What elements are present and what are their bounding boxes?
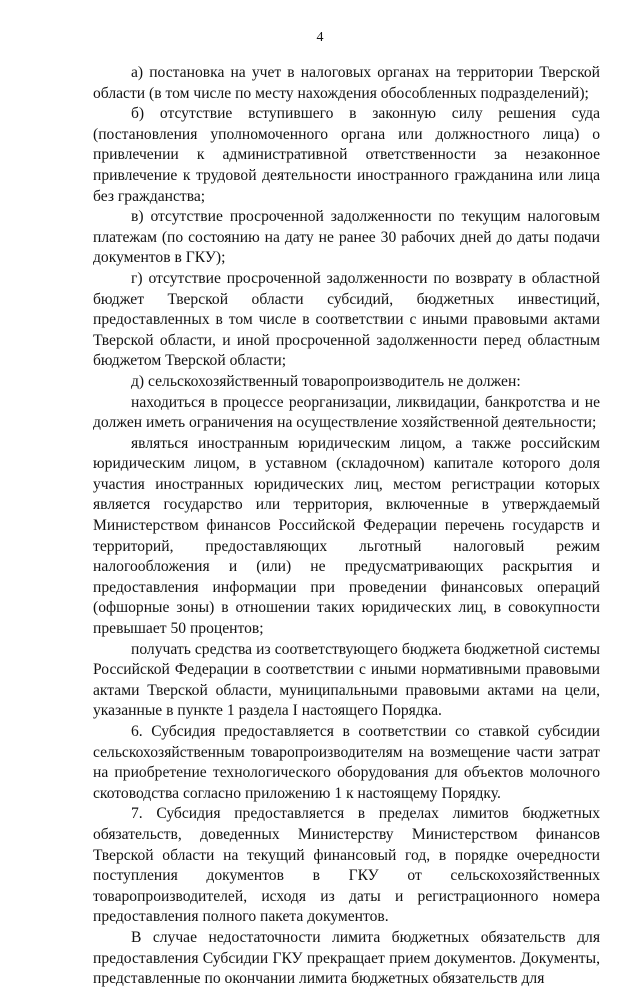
document-body	[93, 63, 600, 990]
paragraph-foreign-entity: являться иностранным юридическим лицом, а также российским юридическим лицом, в уставном (складочном) капитале которого доля участия иностранных юридических лиц, местом регистрации которых является государство или территория, включенные в утверждаемый Министерством финансов Российской Федерации перечень государств и территорий, предоставляющих льготный налоговый режим налогообложения и (или) не предусматривающих раскрытия и предоставления информации при проведении финансовых операций (офшорные зоны) в отношении таких юридических лиц, в совокупности превышает 50 процентов;	[93, 434, 600, 638]
paragraph-6-subsidy-rate: 6. Субсидия предоставляется в соответствии со ставкой субсидии сельскохозяйственным товаропроизводителям на возмещение части затрат на приобретение технологического оборудования для объектов молочного скотоводства согласно приложению 1 к настоящему Порядку.	[93, 723, 600, 802]
paragraph-b-court-decision: б) отсутствие вступившего в законную силу решения суда (постановления уполномоченного органа или должностного лица) о привлечении к административной ответственности за незаконное привлечение к трудовой деятельности иностранного гражданина или лица без гражданства;	[93, 105, 600, 205]
page-number: 4	[316, 30, 324, 45]
paragraph-other-funds: получать средства из соответствующего бюджета бюджетной системы Российской Федерации в соответствии с иными нормативными правовыми актами Тверской области, муниципальными правовыми актами на цели, указанные в пункте 1 раздела I настоящего Порядка.	[93, 640, 600, 720]
paragraph-v-tax-debt: в) отсутствие просроченной задолженности по текущим налоговым платежам (по состоянию на дату не ранее 30 рабочих дней до даты подачи документов в ГКУ);	[93, 208, 600, 267]
paragraph-a-registration: а) постановка на учет в налоговых органах на территории Тверской области (в том числе по месту нахождения обособленных подразделений);	[93, 64, 600, 102]
paragraph-7-budget-limits: 7. Субсидия предоставляется в пределах лимитов бюджетных обязательств, доведенных Министерству Министерством финансов Тверской области на текущий финансовый год, в порядке очередности поступления документов в ГКУ от сельскохозяйственных товаропроизводителей, исходя из даты и регистрационного номера предоставления полного пакета документов.	[93, 805, 600, 926]
paragraph-insufficient-limit: В случае недостаточности лимита бюджетных обязательств для предоставления Субсидии ГКУ прекращает прием документов. Документы, представленные по окончании лимита бюджетных обязательств для	[93, 928, 600, 988]
paragraph-d-producer-must-not: д) сельскохозяйственный товаропроизводитель не должен:	[131, 372, 521, 390]
paragraph-reorganization: находиться в процессе реорганизации, ликвидации, банкротства и не должен иметь ограничения на осуществление хозяйственной деятельности;	[93, 393, 600, 432]
paragraph-g-budget-debt: г) отсутствие просроченной задолженности по возврату в областной бюджет Тверской области субсидий, бюджетных инвестиций, предоставленных в том числе в соответствии с иными правовыми актами Тверской области, и иной просроченной задолженности перед областным бюджетом Тверской области;	[93, 269, 600, 370]
